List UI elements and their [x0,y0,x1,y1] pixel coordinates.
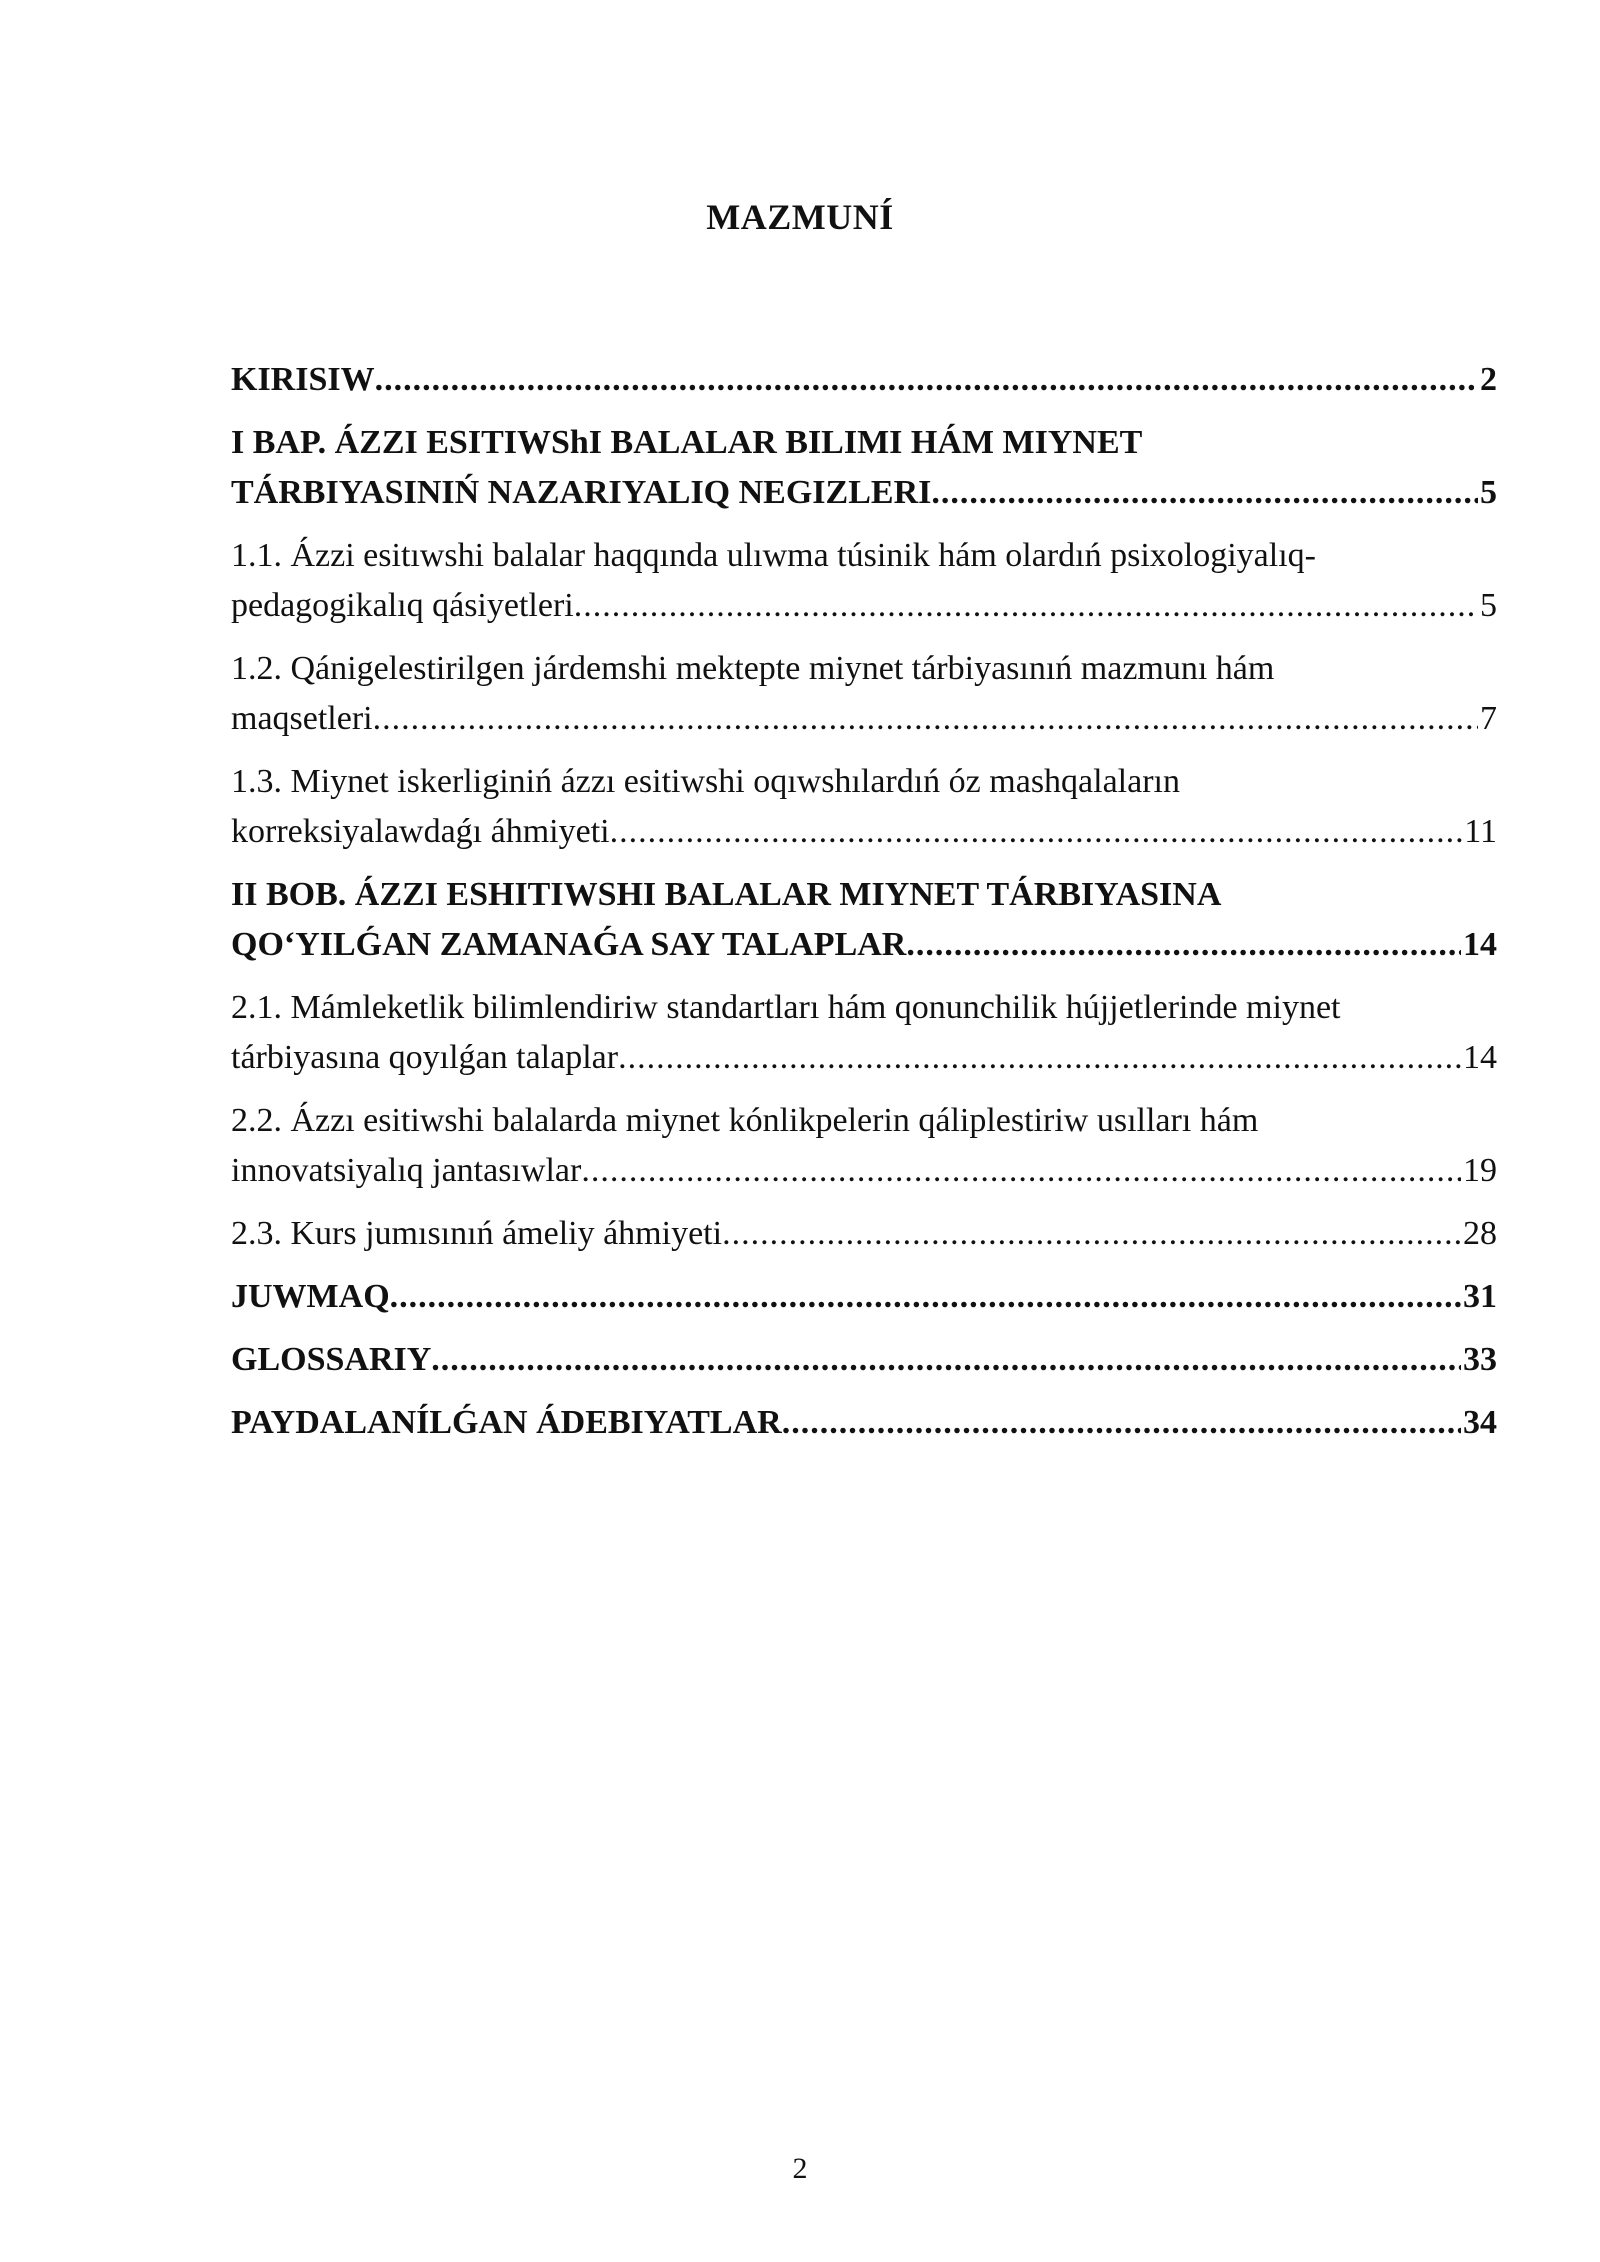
toc-entry-text: JUWMAQ [231,1278,390,1315]
toc-entry[interactable] [231,1272,1497,1322]
toc-entry-last-line [231,355,1497,405]
toc-entry-last-line [231,581,1497,631]
toc-dot-leader [375,355,1478,405]
toc-dot-leader [618,1033,1461,1083]
toc-dot-leader [906,920,1461,970]
toc-entry[interactable] [231,531,1497,631]
toc-entry-text: PAYDALANÍLǴAN ÁDEBIYATLAR [231,1404,782,1441]
toc-entry[interactable] [231,983,1497,1083]
toc-entry-text: QO‘YILǴAN ZAMANAǴA SAY TALAPLAR [231,926,907,963]
toc-entry[interactable] [231,870,1497,970]
toc-page-number: 7 [1480,700,1497,737]
toc-entry-line: I BAP. ÁZZI ESITIWShI BALALAR BILIMI HÁM MIYNET [231,424,1143,461]
toc-page-number: 33 [1463,1341,1497,1378]
toc-entry-line: 1.1. Ázzi esitıwshi balalar haqqında ulıwma túsinik hám olardıń psixologiyalıq- [231,537,1316,574]
toc-entry-last-line [231,1209,1497,1259]
toc-dot-leader [610,807,1463,857]
table-of-contents [231,355,1497,1461]
toc-entry[interactable] [231,355,1497,405]
toc-page-number: 19 [1463,1152,1497,1189]
toc-entry-last-line [231,807,1497,857]
toc-entry-text: 2.3. Kurs jumısınıń ámeliy áhmiyeti [231,1215,723,1252]
toc-entry[interactable] [231,644,1497,744]
page-number: 2 [792,2152,808,2185]
toc-entry-line: 1.2. Qánigelestirilgen járdemshi mektepte miynet tárbiyasınıń mazmunı hám [231,650,1275,687]
toc-entry-line: 2.2. Ázzı esitiwshi balalarda miynet kónlikpelerin qáliplestiriw usılları hám [231,1102,1259,1139]
toc-page-number: 2 [1480,361,1497,398]
toc-dot-leader [581,1146,1461,1196]
toc-entry-text: tárbiyasına qoyılǵan talaplar [231,1039,619,1076]
toc-entry-text: GLOSSARIY [231,1341,432,1378]
toc-page-number: 5 [1480,587,1497,624]
toc-entry-line: 2.1. Mámleketlik bilimlendiriw standartları hám qonunchilik hújjetlerinde miynet [231,989,1341,1026]
toc-entry-text: innovatsiyalıq jantasıwlar [231,1152,582,1189]
toc-entry[interactable] [231,1209,1497,1259]
toc-dot-leader [390,1272,1461,1322]
toc-entry[interactable] [231,1398,1497,1448]
toc-page-number: 11 [1464,813,1497,850]
toc-entry-line: 1.3. Miynet iskerliginiń ázzı esitiwshi oqıwshılardıń óz mashqalaların [231,763,1180,800]
toc-dot-leader [373,694,1478,744]
toc-dot-leader [722,1209,1461,1259]
toc-entry-last-line [231,694,1497,744]
toc-entry[interactable] [231,1335,1497,1385]
toc-dot-leader [574,581,1478,631]
toc-entry-last-line [231,468,1497,518]
toc-entry[interactable] [231,418,1497,518]
toc-page-number: 28 [1463,1215,1497,1252]
toc-entry-text: KIRISIW [231,361,375,398]
toc-entry-text: korreksiyalawdaǵı áhmiyeti [231,813,610,850]
toc-dot-leader [782,1398,1461,1448]
toc-entry-last-line [231,1335,1497,1385]
toc-entry-last-line [231,1033,1497,1083]
toc-entry-text: pedagogikalıq qásiyetleri [231,587,574,624]
toc-page-number: 31 [1463,1278,1497,1315]
toc-page-number: 5 [1480,474,1497,511]
toc-page-number: 34 [1463,1404,1497,1441]
toc-entry-last-line [231,920,1497,970]
toc-entry-text: maqsetleri [231,700,373,737]
toc-entry[interactable] [231,757,1497,857]
toc-entry-last-line [231,1146,1497,1196]
toc-entry-last-line [231,1398,1497,1448]
toc-entry[interactable] [231,1096,1497,1196]
toc-page-number: 14 [1463,1039,1497,1076]
toc-dot-leader [431,1335,1461,1385]
toc-page-number: 14 [1463,926,1497,963]
page-title: MAZMUNÍ [706,197,894,237]
toc-entry-text: TÁRBIYASINIŃ NAZARIYALIQ NEGIZLERI [231,474,932,511]
toc-entry-last-line [231,1272,1497,1322]
toc-dot-leader [931,468,1478,518]
toc-entry-line: II BOB. ÁZZI ESHITIWSHI BALALAR MIYNET TÁRBIYASINA [231,876,1222,913]
